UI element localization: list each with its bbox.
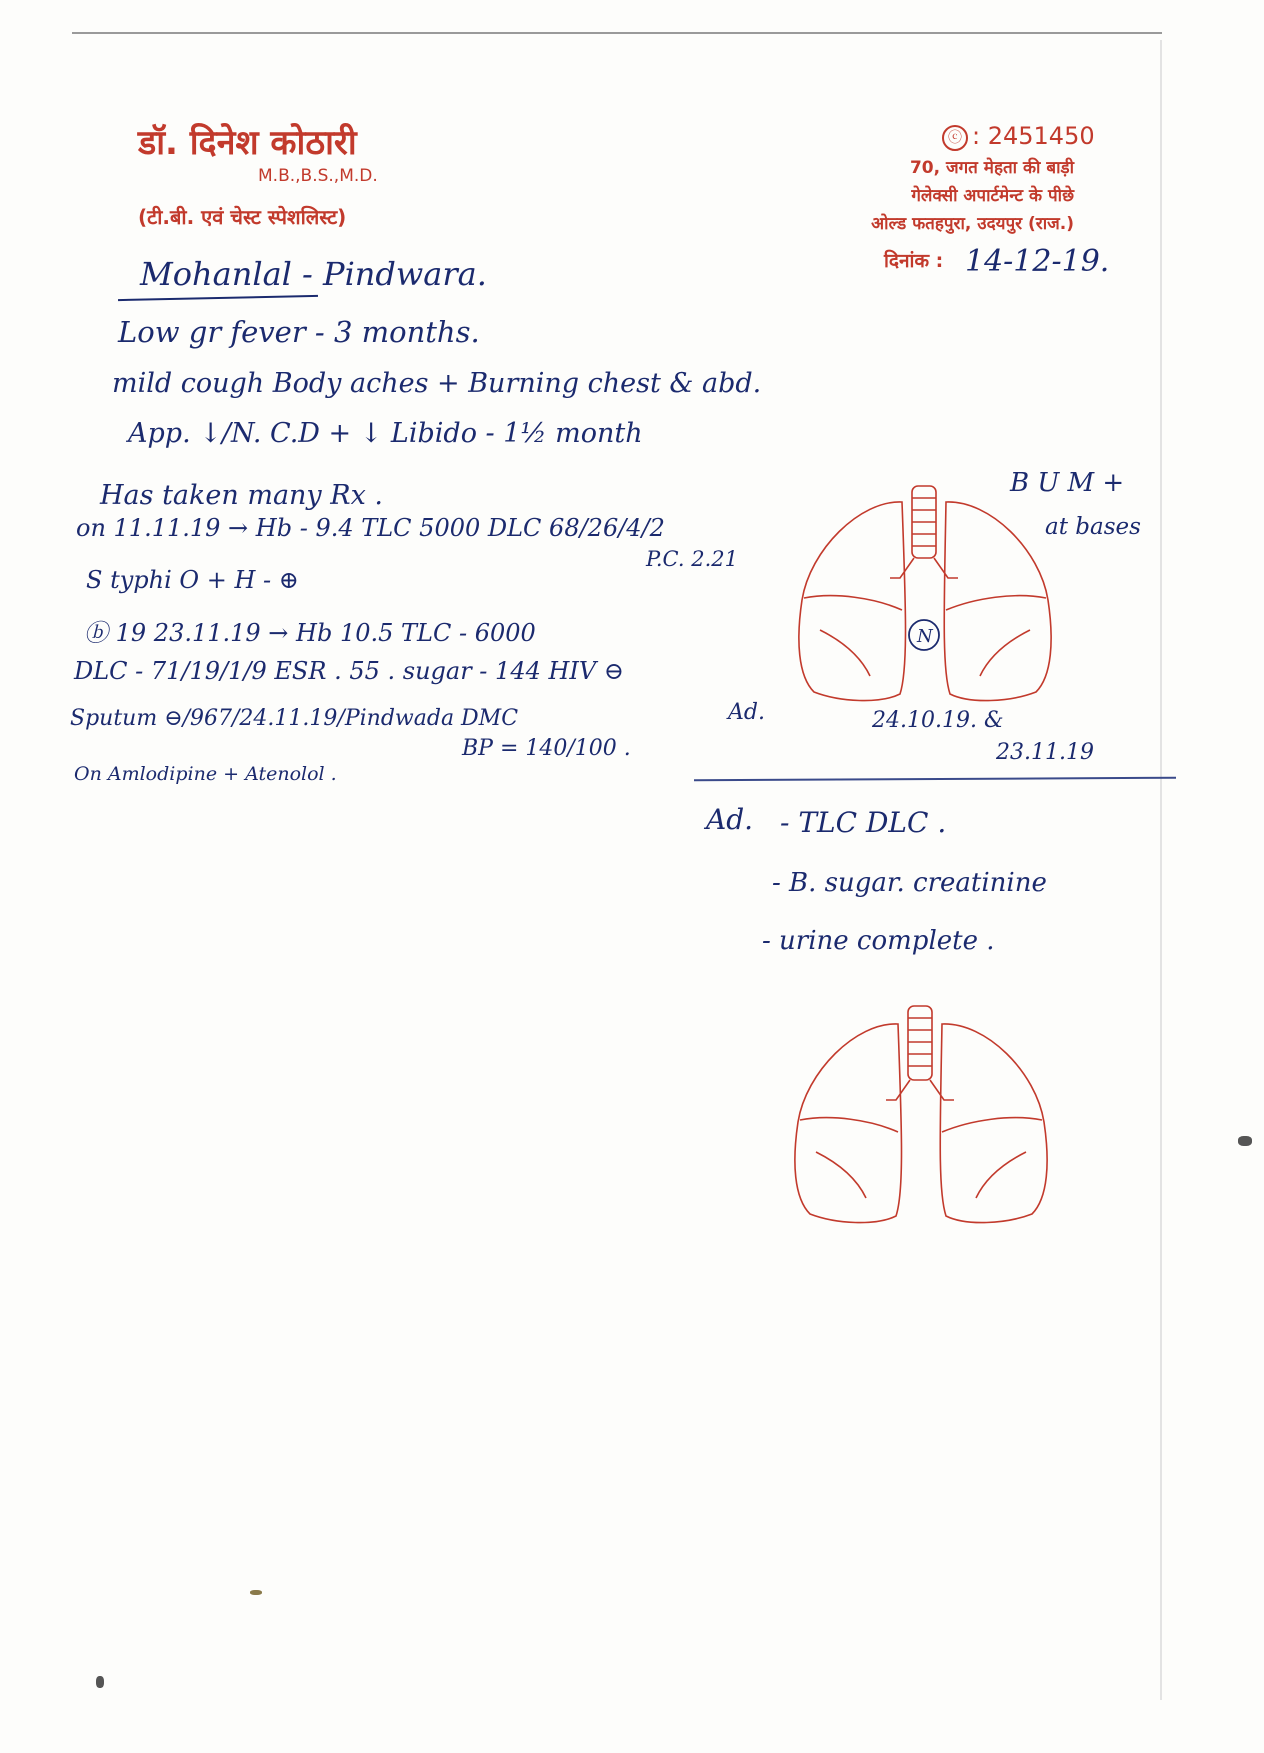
lung-center-mark: N xyxy=(917,626,933,647)
section-divider xyxy=(694,777,1176,782)
phone-value: : 2451450 xyxy=(972,122,1095,150)
exam-note: B U M + xyxy=(1010,468,1125,498)
note-line: P.C. 2.21 xyxy=(646,547,738,571)
lung-diagram-upper xyxy=(790,480,1060,708)
note-line: ⓑ 19 23.11.19 → Hb 10.5 TLC - 6000 xyxy=(84,619,536,647)
address-line-2: गेलेक्सी अपार्टमेन्ट के पीछे xyxy=(911,186,1074,206)
exam-note: at bases xyxy=(1045,514,1141,540)
scan-speck xyxy=(96,1676,104,1688)
note-line: S typhi O + H - ⊕ xyxy=(86,566,299,594)
advice-label: Ad. xyxy=(706,803,754,836)
xray-date-2: 23.11.19 xyxy=(996,740,1094,765)
note-line: on 11.11.19 → Hb - 9.4 TLC 5000 DLC 68/26/4/2 xyxy=(76,514,665,542)
address-line-1: 70, जगत मेहता की बाड़ी xyxy=(909,158,1074,178)
note-line: Sputum ⊖/967/24.11.19/Pindwada DMC xyxy=(70,706,519,731)
address-line-3: ओल्ड फतहपुरा, उदयपुर (राज.) xyxy=(871,214,1074,234)
page-top-edge xyxy=(72,32,1162,34)
prescription-date: 14-12-19. xyxy=(965,244,1110,279)
note-line: BP = 140/100 . xyxy=(462,736,631,761)
scan-speck xyxy=(250,1590,262,1595)
advice-item: - TLC DLC . xyxy=(780,806,947,839)
xray-date-1: 24.10.19. & xyxy=(872,708,1004,733)
doctor-degrees: M.B.,B.S.,M.D. xyxy=(258,166,378,186)
advice-item: - urine complete . xyxy=(762,926,995,956)
page-right-edge xyxy=(1160,40,1162,1700)
date-label: दिनांक : xyxy=(884,250,944,272)
note-line: mild cough Body aches + Burning chest & abd. xyxy=(112,368,762,399)
adv-mark: Ad. xyxy=(728,700,765,725)
note-line: On Amlodipine + Atenolol . xyxy=(74,763,337,785)
advice-item: - B. sugar. creatinine xyxy=(772,868,1047,898)
note-line: Has taken many Rx . xyxy=(100,480,383,511)
scan-speck xyxy=(1238,1136,1252,1146)
patient-name: Mohanlal - Pindwara. xyxy=(140,255,487,293)
patient-name-underline xyxy=(118,295,318,301)
phone-icon: ⓒ xyxy=(942,125,968,151)
doctor-name: डॉ. दिनेश कोठारी xyxy=(138,123,357,163)
lung-diagram-lower xyxy=(784,1000,1058,1230)
note-line: Low gr fever - 3 months. xyxy=(118,315,480,349)
doctor-speciality: (टी.बी. एवं चेस्ट स्पेशलिस्ट) xyxy=(138,205,347,229)
note-line: App. ↓/N. C.D + ↓ Libido - 1½ month xyxy=(128,418,643,449)
phone-number xyxy=(942,122,1095,151)
note-line: DLC - 71/19/1/9 ESR . 55 . sugar - 144 HIV ⊖ xyxy=(74,657,624,685)
